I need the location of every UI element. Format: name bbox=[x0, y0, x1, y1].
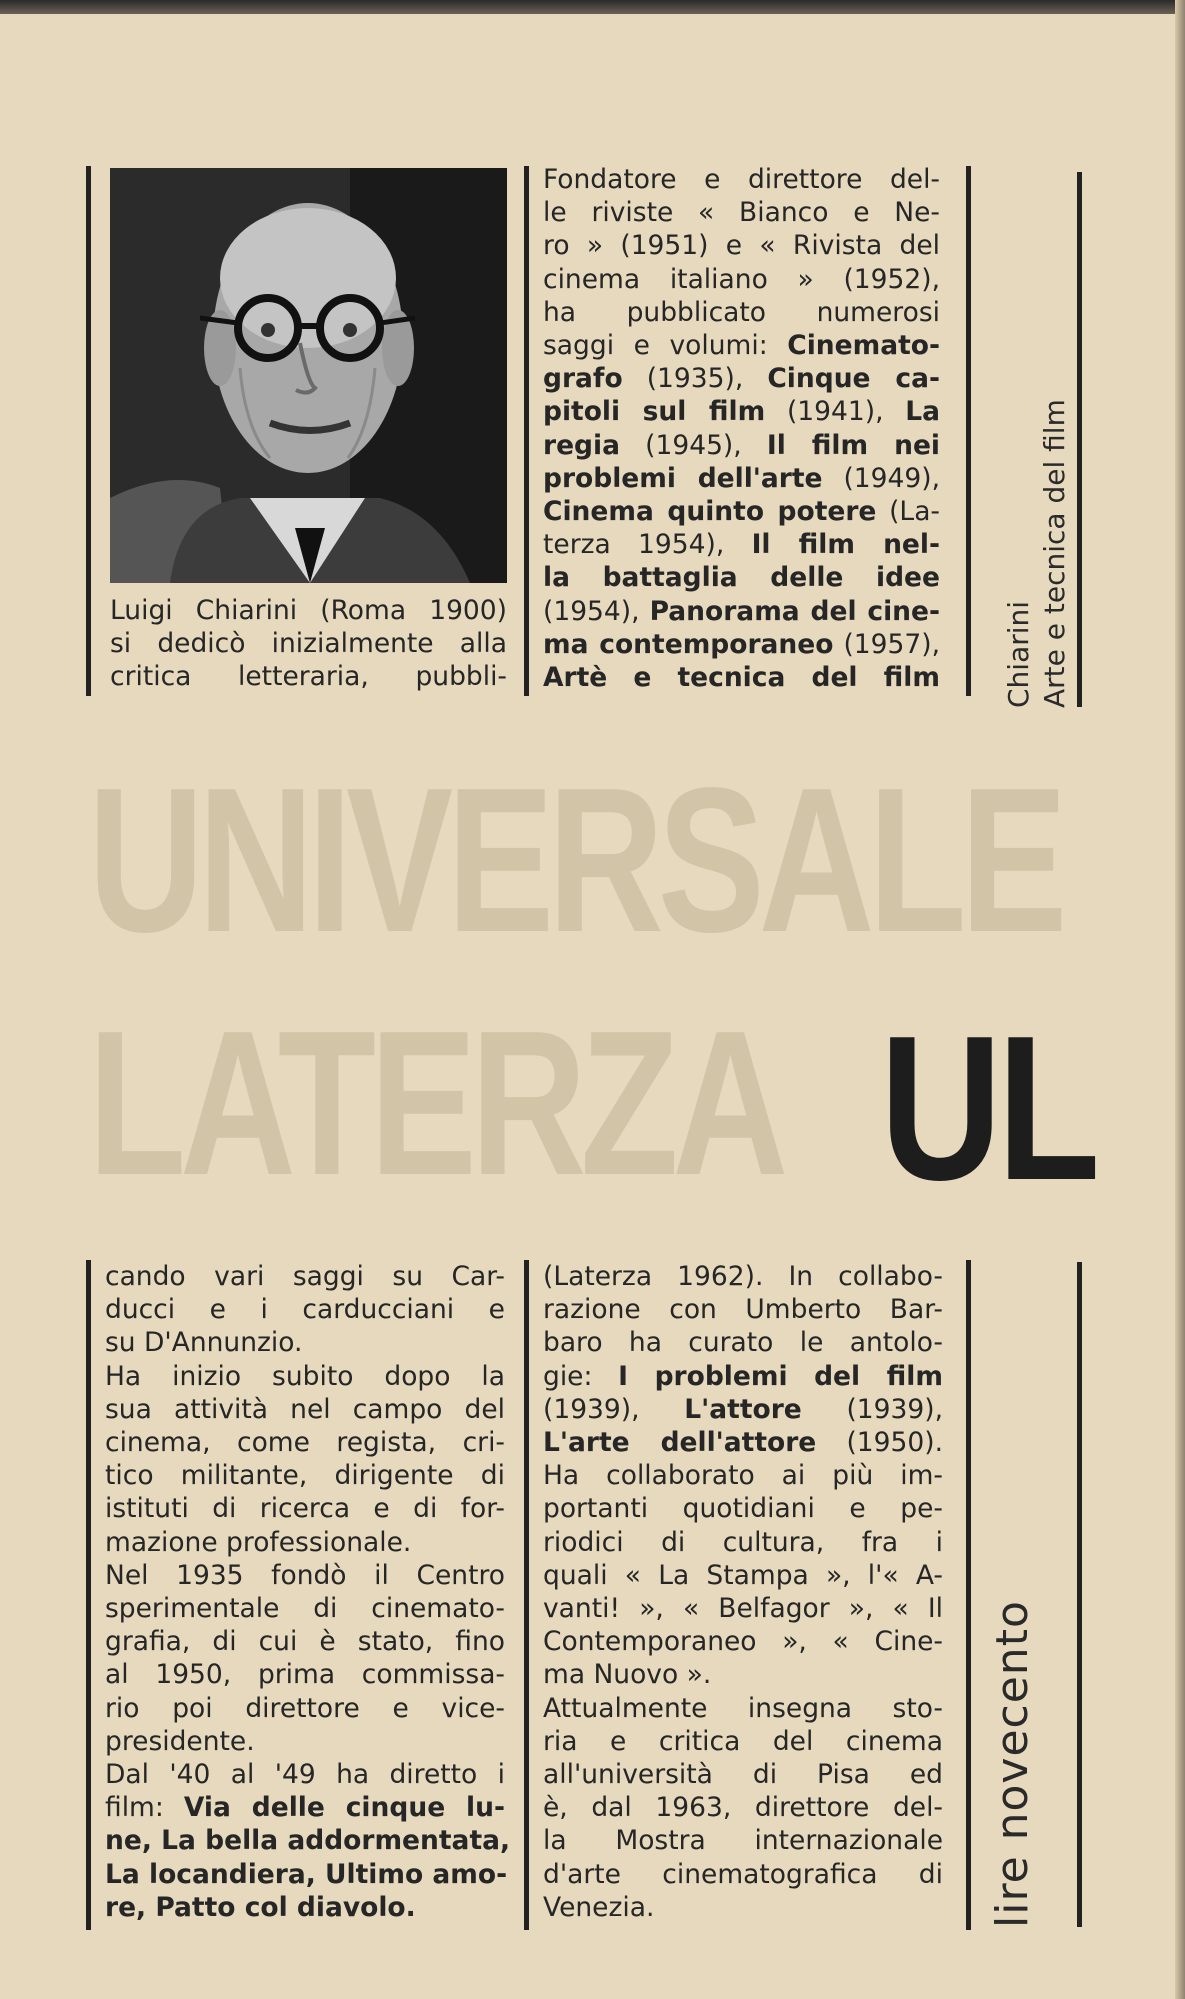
text-run: cinema, come regista, cri- bbox=[105, 1427, 505, 1459]
text-run: (1939), bbox=[543, 1393, 685, 1425]
text-run: film: bbox=[105, 1792, 184, 1824]
text-line bbox=[105, 1758, 505, 1791]
bold-title: Via delle cinque lu- bbox=[183, 1792, 505, 1824]
bold-title: Artè e tecnica del film bbox=[543, 662, 940, 694]
text-run: cando vari saggi su Car- bbox=[105, 1261, 505, 1292]
author-photo bbox=[110, 168, 507, 583]
text-line bbox=[543, 528, 940, 561]
rule-top-left bbox=[86, 166, 91, 696]
text-run: ria e critica del cinema bbox=[543, 1725, 943, 1757]
rule-spine-top bbox=[1077, 172, 1082, 707]
text-line bbox=[543, 595, 940, 628]
text-line bbox=[543, 395, 940, 428]
text-line bbox=[543, 1360, 943, 1393]
text-line bbox=[105, 1592, 505, 1625]
text-run: è, dal 1963, direttore del- bbox=[543, 1792, 943, 1824]
text-line bbox=[543, 1758, 943, 1791]
text-line bbox=[105, 1426, 505, 1459]
text-run: ma Nuovo ». bbox=[543, 1659, 712, 1691]
bold-title: Cinque ca- bbox=[767, 363, 940, 395]
text-run: (1957), bbox=[833, 628, 940, 660]
bold-title: ma contemporaneo bbox=[543, 628, 834, 660]
bold-title: Cinema quinto potere bbox=[543, 496, 877, 528]
text-run: quali « La Stampa », l'« A- bbox=[543, 1559, 943, 1591]
text-run: (1941), bbox=[765, 396, 906, 428]
text-line bbox=[105, 1791, 505, 1824]
text-line bbox=[105, 1891, 505, 1924]
text-line bbox=[543, 1459, 943, 1492]
text-run: riodici di cultura, fra i bbox=[543, 1526, 943, 1558]
column-bottom-left bbox=[105, 1260, 511, 1924]
text-line bbox=[543, 296, 940, 329]
text-run: Nel 1935 fondò il Centro bbox=[105, 1559, 505, 1591]
bold-title: re, Patto col diavolo. bbox=[105, 1891, 416, 1923]
page-right-edge bbox=[1175, 0, 1185, 1999]
text-run: su D'Annunzio. bbox=[105, 1327, 303, 1359]
text-run: (Laterza 1962). In collabo- bbox=[543, 1261, 943, 1292]
text-line bbox=[105, 1459, 505, 1492]
rule-top-right bbox=[966, 166, 971, 696]
text-line bbox=[543, 163, 940, 196]
text-line bbox=[543, 1293, 943, 1326]
text-line bbox=[543, 1824, 943, 1857]
text-run: istituti di ricerca e di for- bbox=[105, 1493, 505, 1525]
text-run: (La- bbox=[876, 496, 940, 528]
text-line bbox=[543, 1891, 943, 1924]
bold-title: problemi dell'arte bbox=[543, 462, 823, 494]
text-run: tico militante, dirigente di bbox=[105, 1460, 505, 1492]
text-run: sperimentale di cinemato- bbox=[105, 1593, 505, 1625]
caption-line: Luigi Chiarini (Roma 1900) bbox=[110, 595, 507, 626]
text-run: Dal '40 al '49 ha diretto i bbox=[105, 1759, 505, 1791]
text-run: al 1950, prima commissa- bbox=[105, 1659, 505, 1691]
text-run: le riviste « Bianco e Ne- bbox=[543, 197, 940, 229]
caption-line: critica letteraria, pubbli- bbox=[110, 661, 507, 693]
text-line bbox=[105, 1692, 505, 1725]
text-run: Ha collaborato ai più im- bbox=[543, 1460, 943, 1492]
page-top-edge bbox=[0, 0, 1185, 14]
text-line bbox=[543, 1625, 943, 1658]
text-run: la Mostra internazionale bbox=[543, 1825, 943, 1857]
text-line bbox=[543, 1492, 943, 1525]
bold-title: Panorama del cine- bbox=[649, 595, 941, 627]
text-run: cinema italiano » (1952), bbox=[543, 263, 940, 295]
text-line bbox=[543, 263, 940, 296]
text-line bbox=[543, 1559, 943, 1592]
bold-title: grafo bbox=[543, 363, 623, 395]
text-run: (1949), bbox=[822, 462, 940, 494]
text-run: razione con Umberto Bar- bbox=[543, 1294, 943, 1326]
text-run: presidente. bbox=[105, 1725, 255, 1757]
watermark-universale: UNIVERSALE bbox=[88, 745, 1062, 975]
text-line bbox=[105, 1559, 505, 1592]
text-line bbox=[543, 362, 940, 395]
bold-title: regia bbox=[543, 429, 620, 461]
text-run: portanti quotidiani e pe- bbox=[543, 1493, 943, 1525]
rule-top-middle bbox=[524, 166, 529, 696]
photo-caption bbox=[110, 594, 507, 694]
text-line bbox=[105, 1360, 505, 1393]
text-line bbox=[543, 1692, 943, 1725]
text-run: vanti! », « Belfagor », « Il bbox=[543, 1593, 943, 1625]
text-line bbox=[105, 1625, 505, 1658]
rule-spine-bottom bbox=[1077, 1262, 1082, 1927]
column-bottom-right bbox=[543, 1260, 943, 1924]
text-run: mazione professionale. bbox=[105, 1526, 412, 1558]
text-run: gie: bbox=[543, 1360, 619, 1392]
text-line bbox=[543, 1858, 943, 1891]
bold-title: L'arte dell'attore bbox=[543, 1427, 817, 1459]
text-run: (1945), bbox=[619, 429, 767, 461]
bold-title: I problemi del film bbox=[618, 1360, 943, 1392]
text-run: (1954), bbox=[543, 595, 650, 627]
bold-title: la battaglia delle idee bbox=[543, 562, 940, 594]
bold-title: ne, La bella addormentata, bbox=[105, 1825, 511, 1857]
bold-title: Il film nei bbox=[766, 429, 940, 461]
spine-author: Chiarini bbox=[1002, 600, 1035, 708]
text-run: baro ha curato le antolo- bbox=[543, 1327, 943, 1359]
text-run: ducci e i carducciani e bbox=[105, 1294, 505, 1326]
rule-bottom-left bbox=[86, 1260, 91, 1930]
text-line bbox=[543, 229, 940, 262]
ul-logo: UL bbox=[880, 993, 1096, 1223]
text-line bbox=[543, 1725, 943, 1758]
text-line bbox=[543, 1426, 943, 1459]
text-run: sua attività nel campo del bbox=[105, 1393, 505, 1425]
text-run: (1950). bbox=[816, 1427, 943, 1459]
text-run: (1935), bbox=[622, 363, 768, 395]
text-run: (1939), bbox=[801, 1393, 943, 1425]
text-run: all'università di Pisa ed bbox=[543, 1759, 943, 1791]
text-run: Contemporaneo », « Cine- bbox=[543, 1626, 943, 1658]
bold-title: Il film nel- bbox=[751, 529, 940, 561]
text-line bbox=[543, 429, 940, 462]
text-line bbox=[105, 1658, 505, 1691]
rule-bottom-middle bbox=[524, 1260, 529, 1930]
text-run: terza 1954), bbox=[543, 529, 752, 561]
text-line bbox=[543, 1393, 943, 1426]
text-run: Attualmente insegna sto- bbox=[543, 1692, 943, 1724]
text-line bbox=[543, 1592, 943, 1625]
text-line bbox=[543, 661, 940, 694]
text-line bbox=[543, 628, 940, 661]
text-line bbox=[105, 1725, 505, 1758]
bold-title: pitoli sul film bbox=[543, 396, 766, 428]
bold-title: Cinemato- bbox=[787, 330, 940, 362]
text-line bbox=[105, 1393, 505, 1426]
text-run: d'arte cinematografica di bbox=[543, 1858, 943, 1890]
text-run: grafia, di cui è stato, fino bbox=[105, 1626, 505, 1658]
bold-title: La locandiera, Ultimo amo- bbox=[105, 1858, 508, 1890]
spine-price: lire novecento bbox=[987, 1600, 1038, 1928]
text-line bbox=[543, 462, 940, 495]
bold-title: L'attore bbox=[684, 1393, 802, 1425]
rule-bottom-right bbox=[966, 1260, 971, 1930]
text-run: saggi e volumi: bbox=[543, 330, 788, 362]
text-line bbox=[543, 1791, 943, 1824]
text-line bbox=[105, 1260, 505, 1293]
text-line bbox=[543, 1326, 943, 1359]
text-line bbox=[105, 1526, 505, 1559]
text-run: ro » (1951) e « Rivista del bbox=[543, 230, 940, 262]
text-line bbox=[105, 1326, 505, 1359]
text-line bbox=[105, 1858, 508, 1891]
text-line bbox=[105, 1293, 505, 1326]
text-run: Venezia. bbox=[543, 1891, 655, 1923]
watermark-laterza: LATERZA bbox=[88, 988, 783, 1218]
column-top-right bbox=[543, 163, 940, 694]
spine-title: Arte e tecnica del film bbox=[1038, 399, 1071, 708]
text-line bbox=[543, 495, 940, 528]
text-line bbox=[543, 1260, 943, 1293]
text-run: rio poi direttore e vice- bbox=[105, 1692, 505, 1724]
bold-title: La bbox=[905, 396, 940, 428]
text-line bbox=[105, 1824, 511, 1857]
text-line bbox=[543, 329, 940, 362]
text-line bbox=[105, 1492, 505, 1525]
text-line bbox=[543, 196, 940, 229]
text-line bbox=[543, 1526, 943, 1559]
text-run: ha pubblicato numerosi bbox=[543, 296, 940, 328]
text-line bbox=[543, 1658, 943, 1691]
text-run: Ha inizio subito dopo la bbox=[105, 1360, 505, 1392]
text-run: Fondatore e direttore del- bbox=[543, 164, 940, 195]
text-line bbox=[543, 561, 940, 594]
caption-line: si dedicò inizialmente alla bbox=[110, 628, 507, 660]
